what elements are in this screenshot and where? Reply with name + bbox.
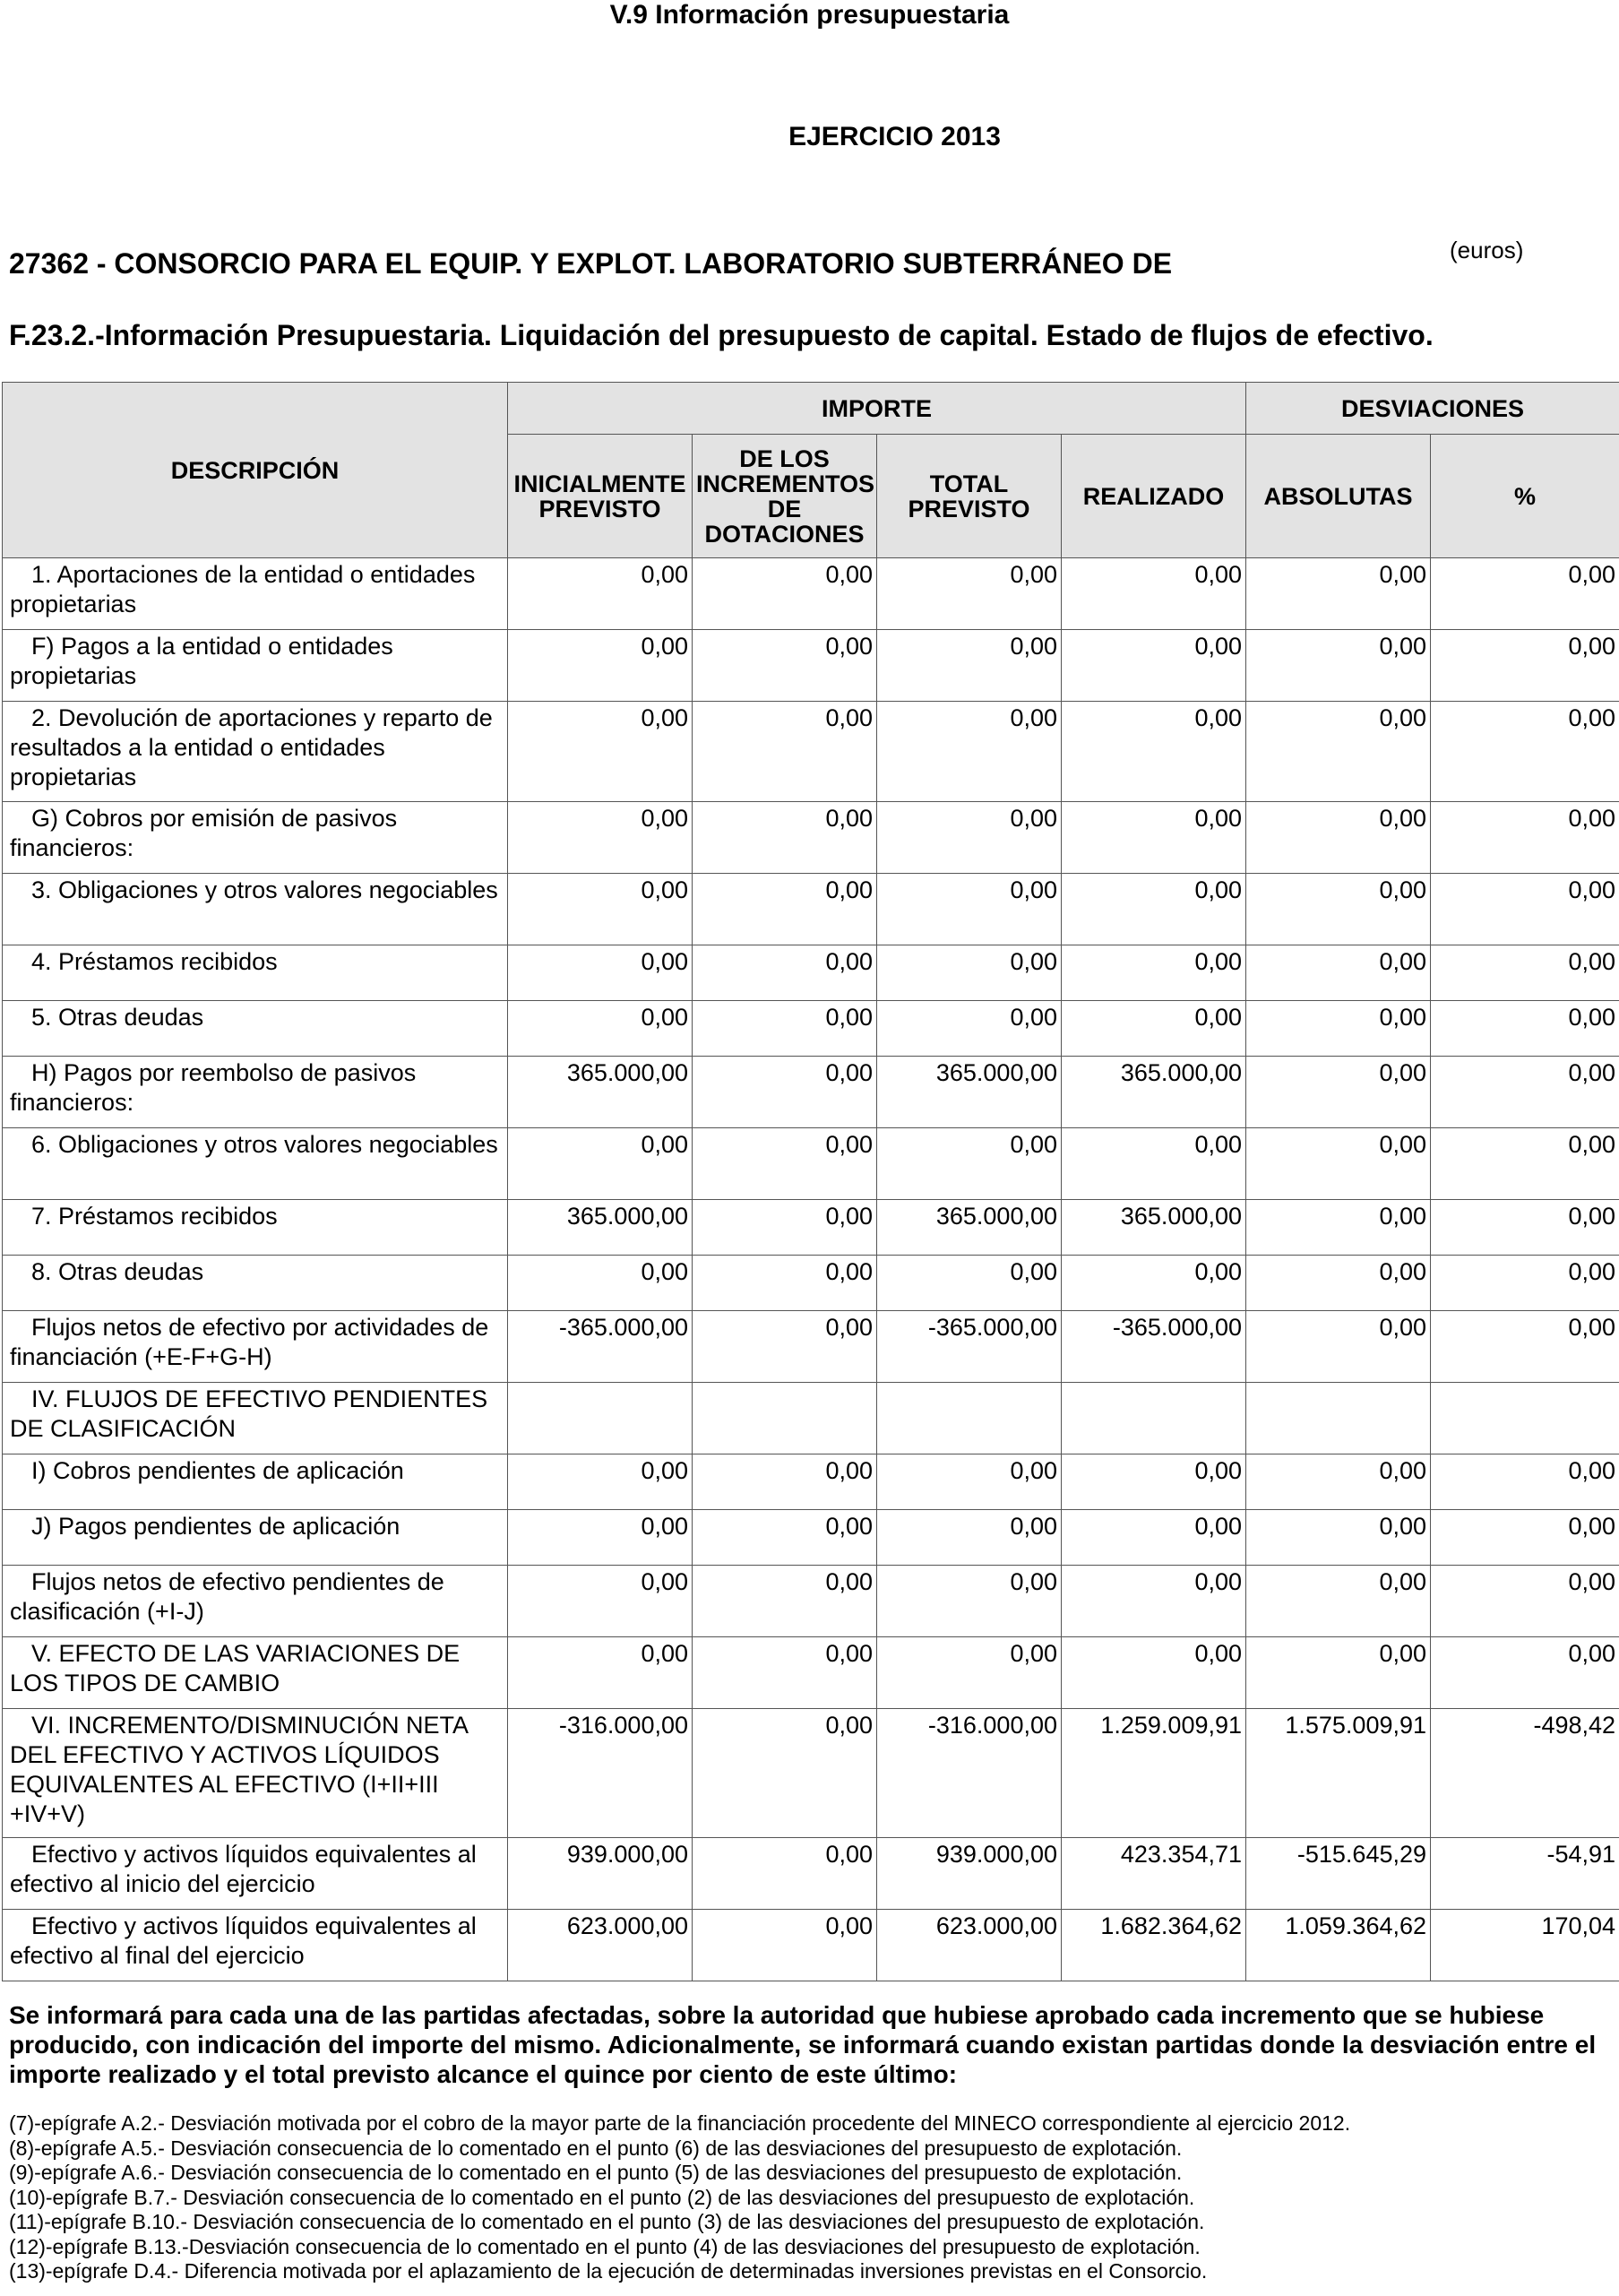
row-value: 0,00 xyxy=(508,1510,693,1566)
row-description xyxy=(3,1566,508,1637)
table-row xyxy=(3,1256,1619,1311)
row-value: 365.000,00 xyxy=(1062,1200,1246,1256)
row-description-text: 5. Otras deudas xyxy=(31,1004,204,1031)
row-value: 0,00 xyxy=(508,1001,693,1057)
row-value: 0,00 xyxy=(1062,945,1246,1001)
row-value: 0,00 xyxy=(1246,1256,1431,1311)
row-description-text: 8. Otras deudas xyxy=(31,1258,204,1285)
row-value: 0,00 xyxy=(1062,1510,1246,1566)
row-value: 0,00 xyxy=(1431,1454,1619,1510)
table-row xyxy=(3,1311,1619,1383)
row-description xyxy=(3,1510,508,1566)
row-value: 0,00 xyxy=(1431,1637,1619,1709)
row-description-text: F) Pagos a la entidad o entidades propietarias xyxy=(10,633,393,689)
row-description xyxy=(3,702,508,802)
row-value: 423.354,71 xyxy=(1062,1838,1246,1910)
header-percent: % xyxy=(1431,435,1619,558)
row-value: 0,00 xyxy=(693,802,877,874)
table-row xyxy=(3,1200,1619,1256)
row-value: 0,00 xyxy=(877,1454,1062,1510)
row-description xyxy=(3,558,508,630)
section-title: V.9 Información presupuestaria xyxy=(609,0,1010,30)
row-value: 0,00 xyxy=(693,1128,877,1200)
row-value: 0,00 xyxy=(508,1128,693,1200)
row-value: 0,00 xyxy=(693,1709,877,1838)
row-description xyxy=(3,945,508,1001)
row-value: 0,00 xyxy=(1431,702,1619,802)
footnote-line: (10)-epígrafe B.7.- Desviación consecuencia de lo comentado en el punto (2) de las desviaciones del presupuesto de explotación. xyxy=(9,2185,1195,2209)
row-value: 0,00 xyxy=(508,874,693,945)
row-value: 0,00 xyxy=(693,702,877,802)
footnotes xyxy=(9,2111,1617,2284)
row-description-text: 1. Aportaciones de la entidad o entidades propietarias xyxy=(10,561,476,617)
row-description xyxy=(3,1311,508,1383)
row-value: -498,42 xyxy=(1431,1709,1619,1838)
row-value: 939.000,00 xyxy=(508,1838,693,1910)
header-inicialmente-previsto: INICIALMENTE PREVISTO xyxy=(508,435,693,558)
row-value: -316.000,00 xyxy=(508,1709,693,1838)
row-description xyxy=(3,1709,508,1838)
table-row xyxy=(3,1383,1619,1454)
row-value: 365.000,00 xyxy=(1062,1057,1246,1128)
row-value: 0,00 xyxy=(693,1510,877,1566)
table-row xyxy=(3,1709,1619,1838)
row-value: 0,00 xyxy=(1246,1200,1431,1256)
row-value xyxy=(1246,1383,1431,1454)
row-value: 0,00 xyxy=(877,1001,1062,1057)
row-value: 0,00 xyxy=(877,945,1062,1001)
row-value: 0,00 xyxy=(877,1510,1062,1566)
row-description-text: Efectivo y activos líquidos equivalentes al efectivo al final del ejercicio xyxy=(10,1912,477,1969)
table-row xyxy=(3,1838,1619,1910)
footnote-line: (8)-epígrafe A.5.- Desviación consecuencia de lo comentado en el punto (6) de las desviaciones del presupuesto de explotación. xyxy=(9,2136,1183,2160)
header-total-previsto: TOTAL PREVISTO xyxy=(877,435,1062,558)
row-value: 0,00 xyxy=(693,1637,877,1709)
row-description-text: 2. Devolución de aportaciones y reparto de resultados a la entidad o entidades propietarias xyxy=(10,704,493,790)
table-row xyxy=(3,1637,1619,1709)
table-row xyxy=(3,802,1619,874)
row-value xyxy=(1431,1383,1619,1454)
row-value xyxy=(693,1383,877,1454)
row-value: 0,00 xyxy=(1431,802,1619,874)
row-description-text: 3. Obligaciones y otros valores negociables xyxy=(31,876,498,903)
row-value: 0,00 xyxy=(1062,874,1246,945)
row-value: 0,00 xyxy=(1431,1057,1619,1128)
row-value: 0,00 xyxy=(508,630,693,702)
row-description xyxy=(3,1256,508,1311)
row-value: 0,00 xyxy=(877,630,1062,702)
row-description xyxy=(3,1838,508,1910)
header-realizado: REALIZADO xyxy=(1062,435,1246,558)
row-description xyxy=(3,1454,508,1510)
row-value: 1.575.009,91 xyxy=(1246,1709,1431,1838)
header-desviaciones: DESVIACIONES xyxy=(1246,383,1619,435)
table-row xyxy=(3,1454,1619,1510)
footnote-line: (12)-epígrafe B.13.-Desviación consecuencia de lo comentado en el punto (4) de las desviaciones del presupuesto de explotación. xyxy=(9,2234,1201,2258)
row-value: 365.000,00 xyxy=(508,1200,693,1256)
row-description-text: VI. INCREMENTO/DISMINUCIÓN NETA DEL EFECTIVO Y ACTIVOS LÍQUIDOS EQUIVALENTES AL EFECTIVO (I+II+III +IV+V) xyxy=(10,1712,468,1827)
row-description xyxy=(3,1910,508,1981)
row-description xyxy=(3,1128,508,1200)
row-value: 0,00 xyxy=(877,702,1062,802)
table-row xyxy=(3,558,1619,630)
units-label: (euros) xyxy=(1450,237,1524,263)
row-value: 0,00 xyxy=(693,1001,877,1057)
footnote-line: (9)-epígrafe A.6.- Desviación consecuencia de lo comentado en el punto (5) de las desviaciones del presupuesto de explotación. xyxy=(9,2161,1183,2184)
row-value: 0,00 xyxy=(1246,630,1431,702)
row-value: 0,00 xyxy=(1246,1454,1431,1510)
row-description-text: IV. FLUJOS DE EFECTIVO PENDIENTES DE CLASIFICACIÓN xyxy=(10,1385,488,1442)
row-value: 0,00 xyxy=(877,1128,1062,1200)
row-value: 0,00 xyxy=(1062,1128,1246,1200)
row-value: 0,00 xyxy=(1431,1256,1619,1311)
row-value: 0,00 xyxy=(508,1256,693,1311)
row-value: 0,00 xyxy=(1246,1566,1431,1637)
table-row xyxy=(3,945,1619,1001)
row-value: 0,00 xyxy=(877,1256,1062,1311)
exercise-title: EJERCICIO 2013 xyxy=(788,122,1001,151)
row-value: 0,00 xyxy=(1062,802,1246,874)
row-description-text: H) Pagos por reembolso de pasivos financieros: xyxy=(10,1059,417,1116)
row-value: 0,00 xyxy=(1431,1128,1619,1200)
header-description: DESCRIPCIÓN xyxy=(3,383,508,558)
row-value: -515.645,29 xyxy=(1246,1838,1431,1910)
row-value: 0,00 xyxy=(1246,945,1431,1001)
table-row xyxy=(3,1128,1619,1200)
footnote-line: (11)-epígrafe B.10.- Desviación consecuencia de lo comentado en el punto (3) de las desviaciones del presupuesto de explotación. xyxy=(9,2210,1205,2233)
row-value xyxy=(877,1383,1062,1454)
table-row xyxy=(3,1566,1619,1637)
row-value: 0,00 xyxy=(1062,1637,1246,1709)
row-value: -54,91 xyxy=(1431,1838,1619,1910)
row-description-text: J) Pagos pendientes de aplicación xyxy=(31,1513,400,1540)
row-value: 1.259.009,91 xyxy=(1062,1709,1246,1838)
row-value: 0,00 xyxy=(1246,1311,1431,1383)
row-value: 0,00 xyxy=(508,558,693,630)
row-value: 0,00 xyxy=(1246,802,1431,874)
deviation-note: Se informará para cada una de las partidas afectadas, sobre la autoridad que hubiese aprobado cada incremento que se hubiese producido, con indicación del importe del mismo. Adicionalmente, se informará cuando existan partidas donde la desviación entre el importe realizado y el total previsto alcance el quince por ciento de este último: xyxy=(9,2001,1597,2088)
row-value: 0,00 xyxy=(1062,1566,1246,1637)
row-value: 0,00 xyxy=(1431,1510,1619,1566)
row-value: 0,00 xyxy=(1246,1637,1431,1709)
row-value: 0,00 xyxy=(508,1454,693,1510)
row-description-text: 4. Préstamos recibidos xyxy=(31,948,278,975)
row-description-text: G) Cobros por emisión de pasivos financieros: xyxy=(10,805,398,861)
row-value: 0,00 xyxy=(1246,1128,1431,1200)
row-value: 365.000,00 xyxy=(508,1057,693,1128)
row-value: -316.000,00 xyxy=(877,1709,1062,1838)
budget-table xyxy=(2,382,1619,1981)
table-row xyxy=(3,874,1619,945)
row-value: 0,00 xyxy=(693,945,877,1001)
row-value: 170,04 xyxy=(1431,1910,1619,1981)
row-value: 0,00 xyxy=(1431,874,1619,945)
row-description-text: Flujos netos de efectivo pendientes de clasificación (+I-J) xyxy=(10,1568,444,1625)
table-row xyxy=(3,1910,1619,1981)
row-value: 0,00 xyxy=(1431,1200,1619,1256)
row-value: 0,00 xyxy=(1431,1566,1619,1637)
row-description-text: 7. Préstamos recibidos xyxy=(31,1203,278,1230)
row-value: 0,00 xyxy=(1246,874,1431,945)
row-description-text: 6. Obligaciones y otros valores negociables xyxy=(31,1131,498,1158)
row-value: -365.000,00 xyxy=(877,1311,1062,1383)
row-value: 0,00 xyxy=(1246,1001,1431,1057)
row-value xyxy=(1062,1383,1246,1454)
row-value: 0,00 xyxy=(1246,558,1431,630)
row-value: 1.682.364,62 xyxy=(1062,1910,1246,1981)
table-row xyxy=(3,1510,1619,1566)
row-value: -365.000,00 xyxy=(508,1311,693,1383)
row-description-text: Flujos netos de efectivo por actividades de financiación (+E-F+G-H) xyxy=(10,1314,489,1370)
budget-table-body xyxy=(3,558,1619,1981)
row-description-text: I) Cobros pendientes de aplicación xyxy=(31,1457,404,1484)
table-row xyxy=(3,702,1619,802)
row-value: 0,00 xyxy=(1062,702,1246,802)
row-value: 0,00 xyxy=(1062,1256,1246,1311)
footnote-line: (7)-epígrafe A.2.- Desviación motivada por el cobro de la mayor parte de la financiación procedente del MINECO correspondiente al ejercicio 2012. xyxy=(9,2111,1351,2135)
row-value: 0,00 xyxy=(508,702,693,802)
row-value: 0,00 xyxy=(877,558,1062,630)
row-value: 0,00 xyxy=(693,630,877,702)
row-description xyxy=(3,874,508,945)
row-value: 0,00 xyxy=(693,1910,877,1981)
row-value: 0,00 xyxy=(877,1637,1062,1709)
row-value: 0,00 xyxy=(877,1566,1062,1637)
row-value: 0,00 xyxy=(877,874,1062,945)
row-value: 0,00 xyxy=(1431,630,1619,702)
row-description xyxy=(3,802,508,874)
row-value: 0,00 xyxy=(508,802,693,874)
row-value: 0,00 xyxy=(693,1454,877,1510)
table-row xyxy=(3,1001,1619,1057)
row-value: 0,00 xyxy=(1431,1311,1619,1383)
row-value xyxy=(508,1383,693,1454)
row-description xyxy=(3,630,508,702)
row-value: 0,00 xyxy=(1246,1510,1431,1566)
row-description xyxy=(3,1637,508,1709)
row-value: 0,00 xyxy=(1246,1057,1431,1128)
row-value: 0,00 xyxy=(1431,558,1619,630)
row-value: 0,00 xyxy=(1246,702,1431,802)
table-row xyxy=(3,630,1619,702)
row-value: 0,00 xyxy=(877,802,1062,874)
row-description xyxy=(3,1057,508,1128)
row-value: 623.000,00 xyxy=(877,1910,1062,1981)
report-subtitle: F.23.2.-Información Presupuestaria. Liquidación del presupuesto de capital. Estado de flujos de efectivo. xyxy=(9,319,1434,351)
row-description-text: Efectivo y activos líquidos equivalentes al efectivo al inicio del ejercicio xyxy=(10,1841,477,1897)
row-value: 0,00 xyxy=(1062,1454,1246,1510)
row-value: 0,00 xyxy=(693,1200,877,1256)
row-value: 0,00 xyxy=(508,945,693,1001)
row-value: 0,00 xyxy=(508,1566,693,1637)
row-value: 0,00 xyxy=(508,1637,693,1709)
header-absolutas: ABSOLUTAS xyxy=(1246,435,1431,558)
header-importe: IMPORTE xyxy=(508,383,1246,435)
row-value: 0,00 xyxy=(693,1838,877,1910)
row-value: 1.059.364,62 xyxy=(1246,1910,1431,1981)
row-value: 0,00 xyxy=(693,1256,877,1311)
row-value: 0,00 xyxy=(1431,1001,1619,1057)
row-value: 365.000,00 xyxy=(877,1200,1062,1256)
header-incrementos-dotaciones: DE LOS INCREMENTOS DE DOTACIONES xyxy=(693,435,877,558)
row-value: 0,00 xyxy=(693,1311,877,1383)
row-value: 939.000,00 xyxy=(877,1838,1062,1910)
row-description-text: V. EFECTO DE LAS VARIACIONES DE LOS TIPOS DE CAMBIO xyxy=(10,1640,461,1696)
row-description xyxy=(3,1200,508,1256)
row-value: -365.000,00 xyxy=(1062,1311,1246,1383)
footnote-line: (13)-epígrafe D.4.- Diferencia motivada por el aplazamiento de la ejecución de determinadas inversiones previstas en el Consorcio. xyxy=(9,2259,1208,2283)
table-row xyxy=(3,1057,1619,1128)
row-value: 365.000,00 xyxy=(877,1057,1062,1128)
row-description xyxy=(3,1001,508,1057)
row-value: 623.000,00 xyxy=(508,1910,693,1981)
organization-title: 27362 - CONSORCIO PARA EL EQUIP. Y EXPLOT. LABORATORIO SUBTERRÁNEO DE xyxy=(9,247,1173,280)
row-value: 0,00 xyxy=(1062,558,1246,630)
row-value: 0,00 xyxy=(1431,945,1619,1001)
row-value: 0,00 xyxy=(693,1057,877,1128)
row-value: 0,00 xyxy=(1062,1001,1246,1057)
row-value: 0,00 xyxy=(693,1566,877,1637)
row-value: 0,00 xyxy=(693,874,877,945)
row-value: 0,00 xyxy=(693,558,877,630)
row-value: 0,00 xyxy=(1062,630,1246,702)
row-description xyxy=(3,1383,508,1454)
